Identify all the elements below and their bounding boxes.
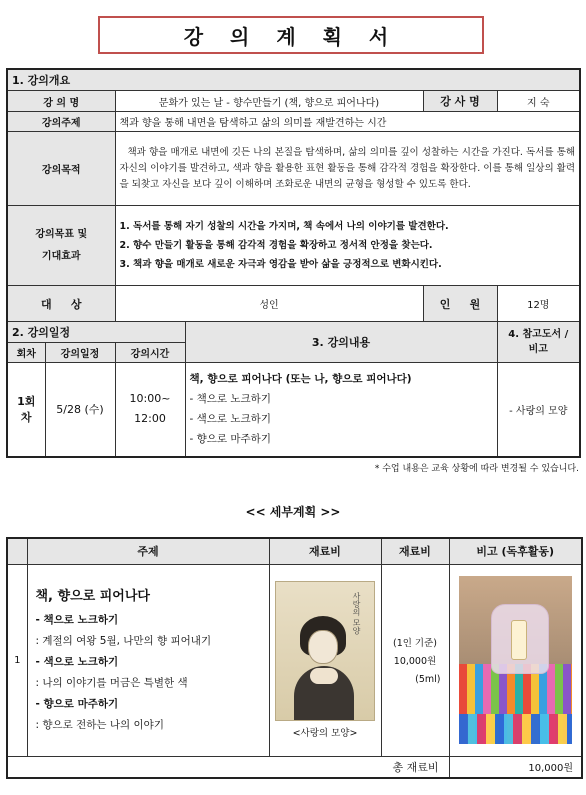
goals-label-line1: 강의목표 및 (35, 228, 88, 240)
target-value: 성인 (115, 286, 423, 322)
col-session: 회차 (7, 343, 45, 363)
book-cover-title: 사랑의 모양 (352, 592, 361, 635)
col-date: 강의일정 (45, 343, 115, 363)
time-end: 12:00 (134, 412, 166, 426)
content-item: - 향으로 마주하기 (189, 433, 271, 446)
cost-basis: (1인 기준) (392, 637, 437, 649)
content-item: - 색으로 노크하기 (189, 413, 271, 426)
content-title: 책, 향으로 피어나다 (또는 나, 향으로 피어나다) (189, 373, 412, 386)
count-label: 인 원 (423, 286, 497, 322)
detail-topic-line: - 향으로 마주하기 (35, 698, 119, 710)
instructor-value: 지 숙 (497, 91, 580, 112)
section-content-heading: 3. 강의내용 (185, 322, 497, 363)
detail-col-no (7, 538, 27, 564)
document-title: 강 의 계 획 서 (98, 16, 484, 54)
session-value: 1회차 (7, 363, 45, 457)
content-value (185, 363, 497, 457)
goal-item: 3. 책과 향을 매개로 새로운 자극과 영감을 받아 삶을 긍정적으로 변화시킨다. (119, 259, 442, 270)
detail-photo-cell (449, 564, 582, 756)
content-item: - 책으로 노크하기 (189, 393, 271, 406)
detail-topic-line: : 나의 이야기를 머금은 특별한 색 (35, 677, 188, 689)
detail-book-cell (269, 564, 381, 756)
activity-photo (459, 576, 572, 744)
reference-heading-line1: 4. 참고도서 / (508, 329, 569, 340)
lecture-name-label: 강 의 명 (7, 91, 115, 112)
detail-topic-cell (27, 564, 269, 756)
book-caption: <사랑의 모양> (292, 728, 358, 739)
schedule-note: * 수업 내용은 교육 상황에 따라 변경될 수 있습니다. (374, 464, 579, 474)
goals-label (7, 206, 115, 286)
book-figure-hands (310, 668, 338, 684)
detail-topic-line: : 향으로 전하는 나의 이야기 (35, 719, 164, 731)
section-schedule-heading: 2. 강의일정 (7, 322, 185, 343)
crayon-row (459, 714, 572, 744)
target-label: 대 상 (7, 286, 115, 322)
goals-label-line2: 기대효과 (41, 250, 81, 262)
section-overview-heading: 1. 강의개요 (7, 69, 580, 91)
detail-plan-table (6, 537, 583, 779)
goal-item: 1. 독서를 통해 자기 성찰의 시간을 가지며, 책 속에서 나의 이야기를 발견한다. (119, 221, 449, 232)
detail-topic-line: : 계절의 여왕 5월, 나만의 향 피어내기 (35, 635, 212, 647)
lecture-plan-table (6, 68, 581, 458)
section-reference-heading (497, 322, 580, 363)
perfume-bottle (511, 620, 527, 660)
cost-value: 10,000원 (393, 655, 437, 667)
purpose-value: 책과 향을 매개로 내면에 깃든 나의 본질을 탐색하며, 삶의 의미를 깊이 성찰하는 시간을 가진다. 독서를 통해 자신의 이야기를 발견하고, 색과 향을 활용한 표현 활동을 통해 감각적 경험을 확장한다. 이를 통해 일상의 활력을 되찾고 자신을 보다 깊이 이해하며 조화로운 내면의 균형을 형성할 수 있도록 한다. (115, 132, 580, 206)
detail-topic-line: - 색으로 노크하기 (35, 656, 119, 668)
topic-label: 강의주제 (7, 112, 115, 132)
total-cost-label: 총 재료비 (7, 756, 449, 778)
col-time: 강의시간 (115, 343, 185, 363)
cost-volume: (5ml) (415, 673, 441, 685)
date-value: 5/28 (수) (45, 363, 115, 457)
detail-col-material-1: 재료비 (269, 538, 381, 564)
book-cover-image (275, 581, 375, 721)
detail-plan-title: << 세부계획 >> (245, 505, 341, 519)
detail-col-remark: 비고 (독후활동) (449, 538, 582, 564)
book-figure-face (308, 630, 338, 664)
detail-topic-title: 책, 향으로 피어나다 (35, 589, 150, 604)
detail-topic-line: - 책으로 노크하기 (35, 614, 119, 626)
time-value (115, 363, 185, 457)
purpose-label: 강의목적 (7, 132, 115, 206)
goal-item: 2. 향수 만들기 활동을 통해 감각적 경험을 확장하고 정서적 안정을 찾는다. (119, 240, 433, 251)
goals-value (115, 206, 580, 286)
instructor-label: 강 사 명 (423, 91, 497, 112)
detail-col-material-2: 재료비 (381, 538, 449, 564)
count-value: 12명 (497, 286, 580, 322)
detail-row-no: 1 (7, 564, 27, 756)
total-cost-value: 10,000원 (449, 756, 582, 778)
reference-value: - 사랑의 모양 (497, 363, 580, 457)
detail-col-topic: 주제 (27, 538, 269, 564)
topic-value: 책과 향을 통해 내면을 탐색하고 삶의 의미를 재발견하는 시간 (115, 112, 580, 132)
time-start: 10:00~ (129, 392, 171, 406)
detail-cost-cell (381, 564, 449, 756)
reference-heading-line2: 비고 (528, 344, 548, 355)
lecture-name-value: 문화가 있는 날 - 향수만들기 (책, 향으로 피어나다) (115, 91, 423, 112)
